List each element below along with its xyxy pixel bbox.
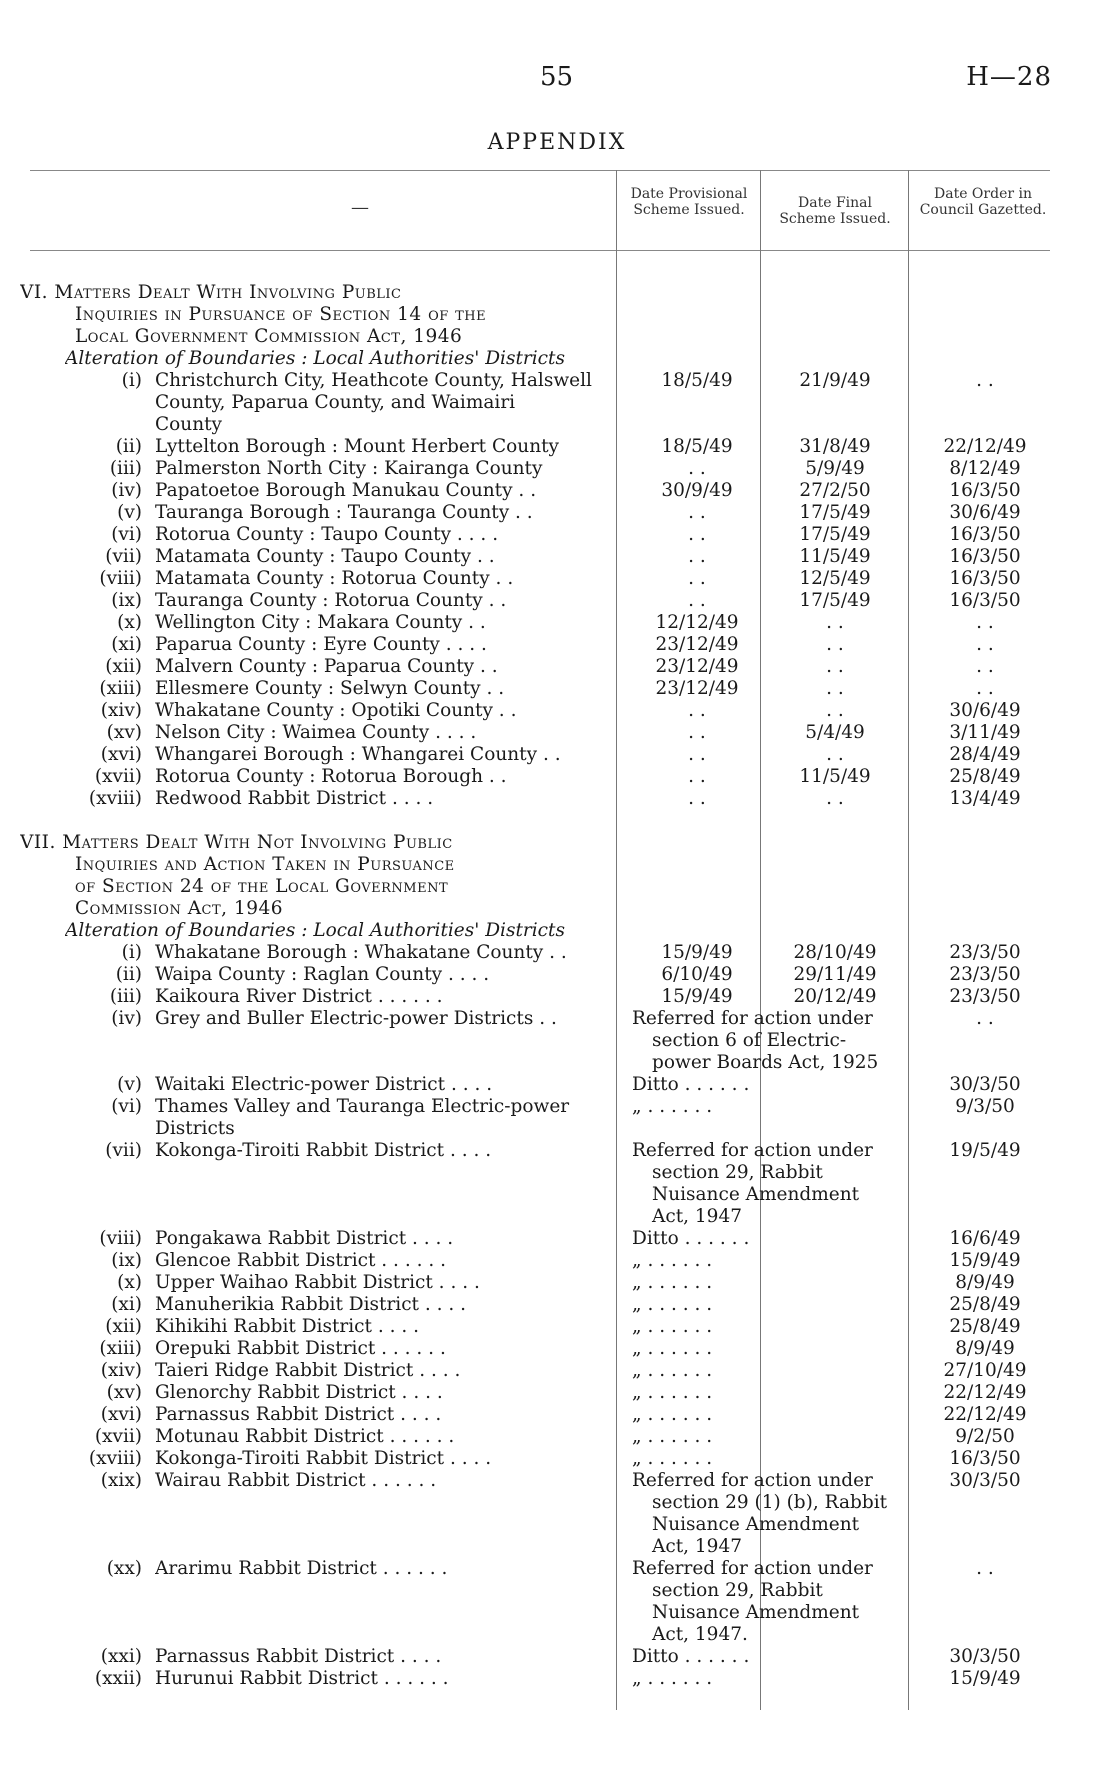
date-order-gazetted: 19/5/49	[949, 1140, 1021, 1161]
referral-note: Nuisance Amendment	[652, 1184, 860, 1205]
table-row	[0, 722, 1114, 744]
item-number: (ii)	[115, 436, 142, 457]
table-row	[0, 612, 1114, 634]
date-provisional: . .	[688, 502, 706, 523]
item-description: Matamata County : Taupo County . .	[155, 546, 495, 567]
item-number: (iv)	[111, 1008, 142, 1029]
table-row	[0, 436, 1114, 458]
date-final: 12/5/49	[799, 568, 871, 589]
item-number: (xviii)	[88, 788, 142, 809]
date-order-gazetted: 15/9/49	[949, 1250, 1021, 1271]
item-number: (xiv)	[100, 1360, 142, 1381]
date-provisional: 23/12/49	[655, 634, 739, 655]
section-heading-line	[0, 876, 1114, 898]
table-row	[0, 1096, 1114, 1118]
date-provisional: . .	[688, 590, 706, 611]
section-heading-line	[0, 326, 1114, 348]
date-order-gazetted: 8/12/49	[949, 458, 1021, 479]
date-final: . .	[826, 700, 844, 721]
table-row	[0, 656, 1114, 678]
table-row	[0, 502, 1114, 524]
date-order-gazetted: 8/9/49	[955, 1272, 1015, 1293]
item-number: (xi)	[111, 634, 142, 655]
date-provisional: 6/10/49	[661, 964, 733, 985]
date-order-gazetted: 23/3/50	[949, 942, 1021, 963]
item-number: (viii)	[99, 568, 142, 589]
item-number: (xv)	[106, 722, 142, 743]
referral-note: section 29, Rabbit	[652, 1162, 823, 1183]
item-description: Palmerston North City : Kairanga County	[155, 458, 543, 479]
item-number: (xvii)	[94, 766, 142, 787]
table-row	[0, 1272, 1114, 1294]
date-final: . .	[826, 656, 844, 677]
date-order-gazetted: 25/8/49	[949, 1316, 1021, 1337]
date-order-gazetted: 16/3/50	[949, 480, 1021, 501]
referral-note: Referred for action under	[632, 1558, 873, 1579]
table-row	[0, 1426, 1114, 1448]
section-heading-text: VII. Matters Dealt With Not Involving Public	[20, 832, 453, 853]
item-description: Thames Valley and Tauranga Electric-power	[155, 1096, 570, 1117]
section-heading-line	[0, 282, 1114, 304]
table-row	[0, 1382, 1114, 1404]
referral-note: Referred for action under	[632, 1470, 873, 1491]
table-row	[0, 700, 1114, 722]
referral-note: „ . . . . . .	[632, 1668, 713, 1689]
date-provisional: 12/12/49	[655, 612, 739, 633]
item-number: (iii)	[109, 986, 142, 1007]
referral-note: Ditto . . . . . .	[632, 1074, 750, 1095]
document-reference: H—28	[966, 62, 1052, 92]
referral-note: Referred for action under	[632, 1008, 873, 1029]
item-description: Waitaki Electric-power District . . . .	[155, 1074, 493, 1095]
table-row	[0, 1206, 1114, 1228]
date-order-gazetted: 16/3/50	[949, 568, 1021, 589]
item-number: (i)	[121, 370, 142, 391]
item-number: (xvii)	[94, 1426, 142, 1447]
date-final: 17/5/49	[799, 524, 871, 545]
referral-note: Nuisance Amendment	[652, 1514, 860, 1535]
item-description: Wellington City : Makara County . .	[155, 612, 486, 633]
table-row	[0, 1008, 1114, 1030]
date-provisional: 23/12/49	[655, 656, 739, 677]
table-row	[0, 1448, 1114, 1470]
item-number: (i)	[121, 942, 142, 963]
item-description: Kokonga-Tiroiti Rabbit District . . . .	[155, 1448, 492, 1469]
table-row	[0, 1294, 1114, 1316]
date-provisional: 15/9/49	[661, 986, 733, 1007]
table-row	[0, 1316, 1114, 1338]
item-description: Rotorua County : Taupo County . . . .	[155, 524, 499, 545]
date-order-gazetted: . .	[976, 678, 994, 699]
item-number: (xi)	[111, 1294, 142, 1315]
section-heading-line	[0, 898, 1114, 920]
date-final: . .	[826, 634, 844, 655]
table-row	[0, 1624, 1114, 1646]
table-row	[0, 1470, 1114, 1492]
date-final: 21/9/49	[799, 370, 871, 391]
date-final: 29/11/49	[793, 964, 877, 985]
date-order-gazetted: . .	[976, 656, 994, 677]
date-provisional: 23/12/49	[655, 678, 739, 699]
header-bottom-rule	[30, 250, 1050, 251]
date-final: 28/10/49	[793, 942, 877, 963]
referral-note: Act, 1947	[652, 1206, 742, 1227]
item-number: (xx)	[106, 1558, 142, 1579]
date-order-gazetted: 28/4/49	[949, 744, 1021, 765]
referral-note: „ . . . . . .	[632, 1338, 713, 1359]
referral-note: „ . . . . . .	[632, 1382, 713, 1403]
section-heading-line	[0, 832, 1114, 854]
item-description: Tauranga County : Rotorua County . .	[155, 590, 507, 611]
item-number: (ii)	[115, 964, 142, 985]
date-order-gazetted: 16/3/50	[949, 1448, 1021, 1469]
table-row	[0, 1536, 1114, 1558]
date-provisional: 15/9/49	[661, 942, 733, 963]
date-provisional: 30/9/49	[661, 480, 733, 501]
date-order-gazetted: 25/8/49	[949, 766, 1021, 787]
referral-note: Nuisance Amendment	[652, 1602, 860, 1623]
item-description: Districts	[155, 1118, 235, 1139]
table-row	[0, 964, 1114, 986]
date-provisional: . .	[688, 700, 706, 721]
date-provisional: 18/5/49	[661, 436, 733, 457]
item-description: Taieri Ridge Rabbit District . . . .	[155, 1360, 461, 1381]
referral-note: section 6 of Electric-	[652, 1030, 847, 1051]
item-number: (v)	[117, 502, 142, 523]
date-final: 17/5/49	[799, 590, 871, 611]
table-row	[0, 1558, 1114, 1580]
table-row	[0, 1668, 1114, 1690]
date-final: . .	[826, 678, 844, 699]
item-number: (viii)	[99, 1228, 142, 1249]
item-description: Kokonga-Tiroiti Rabbit District . . . .	[155, 1140, 492, 1161]
section-heading-text: of Section 24 of the Local Government	[75, 876, 449, 897]
date-order-gazetted: 16/6/49	[949, 1228, 1021, 1249]
item-number: (vi)	[111, 524, 142, 545]
date-order-gazetted: 27/10/49	[943, 1360, 1027, 1381]
table-row	[0, 788, 1114, 810]
referral-note: „ . . . . . .	[632, 1360, 713, 1381]
item-description: Parnassus Rabbit District . . . .	[155, 1646, 442, 1667]
item-description: Whakatane Borough : Whakatane County . .	[155, 942, 567, 963]
table-row	[0, 1184, 1114, 1206]
item-description: Ararimu Rabbit District . . . . . .	[155, 1558, 448, 1579]
date-order-gazetted: 3/11/49	[949, 722, 1021, 743]
table-row	[0, 1140, 1114, 1162]
table-row	[0, 370, 1114, 392]
item-number: (iii)	[109, 458, 142, 479]
column-header-final: Date Final Scheme Issued.	[779, 195, 891, 227]
item-number: (vii)	[105, 1140, 142, 1161]
item-description: Whakatane County : Opotiki County . .	[155, 700, 517, 721]
date-order-gazetted: 16/3/50	[949, 590, 1021, 611]
subheading-text: Alteration of Boundaries : Local Authorities' Districts	[65, 348, 565, 369]
item-description: Glencoe Rabbit District . . . . . .	[155, 1250, 446, 1271]
item-number: (xiv)	[100, 700, 142, 721]
page-number: 55	[540, 62, 574, 92]
item-description: County	[155, 414, 223, 435]
date-provisional: . .	[688, 766, 706, 787]
column-header-order: Date Order in Council Gazetted.	[919, 186, 1047, 218]
table-row	[0, 1580, 1114, 1602]
table-row	[0, 590, 1114, 612]
date-provisional: . .	[688, 568, 706, 589]
table-row	[0, 1118, 1114, 1140]
table-row	[0, 986, 1114, 1008]
item-number: (xxi)	[100, 1646, 142, 1667]
section-heading-line	[0, 304, 1114, 326]
table-row	[0, 458, 1114, 480]
date-final: . .	[826, 788, 844, 809]
item-description: Paparua County : Eyre County . . . .	[155, 634, 487, 655]
referral-note: „ . . . . . .	[632, 1272, 713, 1293]
table-row	[0, 1052, 1114, 1074]
appendix-title: APPENDIX	[487, 130, 627, 155]
item-description: Pongakawa Rabbit District . . . .	[155, 1228, 454, 1249]
table-row	[0, 942, 1114, 964]
item-description: Wairau Rabbit District . . . . . .	[155, 1470, 437, 1491]
item-number: (xv)	[106, 1382, 142, 1403]
item-description: Orepuki Rabbit District . . . . . .	[155, 1338, 446, 1359]
item-description: Matamata County : Rotorua County . .	[155, 568, 514, 589]
referral-note: Referred for action under	[632, 1140, 873, 1161]
referral-note: „ . . . . . .	[632, 1294, 713, 1315]
item-description: Christchurch City, Heathcote County, Halswell	[155, 370, 592, 391]
date-order-gazetted: . .	[976, 370, 994, 391]
referral-note: „ . . . . . .	[632, 1096, 713, 1117]
date-order-gazetted: 9/3/50	[955, 1096, 1015, 1117]
item-number: (vi)	[111, 1096, 142, 1117]
item-description: Kihikihi Rabbit District . . . .	[155, 1316, 419, 1337]
table-row	[0, 414, 1114, 436]
date-provisional: . .	[688, 524, 706, 545]
referral-note: Ditto . . . . . .	[632, 1228, 750, 1249]
date-final: . .	[826, 744, 844, 765]
section-heading-text: VI. Matters Dealt With Involving Public	[20, 282, 402, 303]
date-order-gazetted: 8/9/49	[955, 1338, 1015, 1359]
item-description: Tauranga Borough : Tauranga County . .	[155, 502, 533, 523]
item-description: Parnassus Rabbit District . . . .	[155, 1404, 442, 1425]
table-top-rule	[30, 170, 1050, 171]
column-header-provisional: Date Provisional Scheme Issued.	[630, 186, 748, 218]
referral-note: power Boards Act, 1925	[652, 1052, 879, 1073]
item-description: County, Paparua County, and Waimairi	[155, 392, 516, 413]
date-order-gazetted: 30/6/49	[949, 700, 1021, 721]
date-order-gazetted: 30/3/50	[949, 1074, 1021, 1095]
date-order-gazetted: 13/4/49	[949, 788, 1021, 809]
table-row	[0, 546, 1114, 568]
section-heading-text: Commission Act, 1946	[75, 898, 284, 919]
item-number: (ix)	[111, 1250, 142, 1271]
date-provisional: . .	[688, 722, 706, 743]
date-order-gazetted: 16/3/50	[949, 546, 1021, 567]
referral-note: section 29 (1) (b), Rabbit	[652, 1492, 888, 1513]
date-order-gazetted: 16/3/50	[949, 524, 1021, 545]
item-number: (ix)	[111, 590, 142, 611]
item-number: (xviii)	[88, 1448, 142, 1469]
table-row	[0, 634, 1114, 656]
referral-note: Ditto . . . . . .	[632, 1646, 750, 1667]
item-description: Grey and Buller Electric-power Districts . .	[155, 1008, 557, 1029]
date-order-gazetted: 23/3/50	[949, 986, 1021, 1007]
section-heading-text: Local Government Commission Act, 1946	[75, 326, 463, 347]
referral-note: Act, 1947	[652, 1536, 742, 1557]
date-provisional: . .	[688, 546, 706, 567]
table-row	[0, 1602, 1114, 1624]
item-number: (xxii)	[94, 1668, 142, 1689]
item-description: Motunau Rabbit District . . . . . .	[155, 1426, 455, 1447]
item-number: (xvi)	[100, 1404, 142, 1425]
item-number: (x)	[117, 612, 142, 633]
date-order-gazetted: . .	[976, 634, 994, 655]
date-order-gazetted: 25/8/49	[949, 1294, 1021, 1315]
date-final: 11/5/49	[799, 766, 871, 787]
date-order-gazetted: . .	[976, 1008, 994, 1029]
table-row	[0, 1338, 1114, 1360]
item-description: Whangarei Borough : Whangarei County . .	[155, 744, 561, 765]
date-final: . .	[826, 612, 844, 633]
subheading-text: Alteration of Boundaries : Local Authorities' Districts	[65, 920, 565, 941]
item-number: (xii)	[105, 656, 142, 677]
item-number: (vii)	[105, 546, 142, 567]
section-subheading	[0, 348, 1114, 370]
table-row	[0, 1360, 1114, 1382]
item-description: Waipa County : Raglan County . . . .	[155, 964, 490, 985]
table-row	[0, 1492, 1114, 1514]
item-description: Nelson City : Waimea County . . . .	[155, 722, 477, 743]
item-number: (xiii)	[99, 678, 142, 699]
referral-note: „ . . . . . .	[632, 1448, 713, 1469]
table-row	[0, 1646, 1114, 1668]
referral-note: „ . . . . . .	[632, 1404, 713, 1425]
date-order-gazetted: . .	[976, 612, 994, 633]
table-row	[0, 1514, 1114, 1536]
referral-note: „ . . . . . .	[632, 1316, 713, 1337]
table-row	[0, 480, 1114, 502]
table-row	[0, 568, 1114, 590]
date-final: 31/8/49	[799, 436, 871, 457]
date-order-gazetted: 9/2/50	[955, 1426, 1015, 1447]
date-order-gazetted: 30/3/50	[949, 1470, 1021, 1491]
table-row	[0, 392, 1114, 414]
date-final: 11/5/49	[799, 546, 871, 567]
table-row	[0, 1250, 1114, 1272]
table-row	[0, 744, 1114, 766]
table-row	[0, 1074, 1114, 1096]
date-final: 5/4/49	[805, 722, 865, 743]
referral-note: Act, 1947.	[652, 1624, 748, 1645]
table-row	[0, 524, 1114, 546]
item-description: Upper Waihao Rabbit District . . . .	[155, 1272, 480, 1293]
item-description: Lyttelton Borough : Mount Herbert County	[155, 436, 560, 457]
referral-note: section 29, Rabbit	[652, 1580, 823, 1601]
section-heading-text: Inquiries in Pursuance of Section 14 of the	[75, 304, 487, 325]
item-description: Papatoetoe Borough Manukau County . .	[155, 480, 537, 501]
table-row	[0, 1030, 1114, 1052]
section-subheading	[0, 920, 1114, 942]
date-order-gazetted: 22/12/49	[943, 1404, 1027, 1425]
date-order-gazetted: 30/6/49	[949, 502, 1021, 523]
date-order-gazetted: 15/9/49	[949, 1668, 1021, 1689]
date-order-gazetted: 22/12/49	[943, 436, 1027, 457]
item-number: (xvi)	[100, 744, 142, 765]
item-description: Malvern County : Paparua County . .	[155, 656, 498, 677]
referral-note: „ . . . . . .	[632, 1250, 713, 1271]
date-order-gazetted: . .	[976, 1558, 994, 1579]
item-description: Glenorchy Rabbit District . . . .	[155, 1382, 443, 1403]
date-final: 5/9/49	[805, 458, 865, 479]
table-row	[0, 1162, 1114, 1184]
section-heading-line	[0, 854, 1114, 876]
item-number: (xix)	[100, 1470, 142, 1491]
section-heading-text: Inquiries and Action Taken in Pursuance	[75, 854, 455, 875]
item-description: Redwood Rabbit District . . . .	[155, 788, 434, 809]
column-header-blank: —	[351, 197, 369, 218]
item-number: (iv)	[111, 480, 142, 501]
item-description: Ellesmere County : Selwyn County . .	[155, 678, 505, 699]
table-row	[0, 678, 1114, 700]
date-order-gazetted: 30/3/50	[949, 1646, 1021, 1667]
item-number: (x)	[117, 1272, 142, 1293]
date-final: 27/2/50	[799, 480, 871, 501]
date-order-gazetted: 22/12/49	[943, 1382, 1027, 1403]
item-number: (v)	[117, 1074, 142, 1095]
item-description: Hurunui Rabbit District . . . . . .	[155, 1668, 449, 1689]
date-final: 20/12/49	[793, 986, 877, 1007]
date-order-gazetted: 23/3/50	[949, 964, 1021, 985]
date-provisional: . .	[688, 458, 706, 479]
item-description: Manuherikia Rabbit District . . . .	[155, 1294, 467, 1315]
date-provisional: . .	[688, 744, 706, 765]
item-description: Kaikoura River District . . . . . .	[155, 986, 443, 1007]
date-provisional: 18/5/49	[661, 370, 733, 391]
referral-note: „ . . . . . .	[632, 1426, 713, 1447]
date-final: 17/5/49	[799, 502, 871, 523]
table-row	[0, 1228, 1114, 1250]
table-row	[0, 1404, 1114, 1426]
date-provisional: . .	[688, 788, 706, 809]
item-number: (xiii)	[99, 1338, 142, 1359]
item-number: (xii)	[105, 1316, 142, 1337]
table-row	[0, 766, 1114, 788]
item-description: Rotorua County : Rotorua Borough . .	[155, 766, 507, 787]
